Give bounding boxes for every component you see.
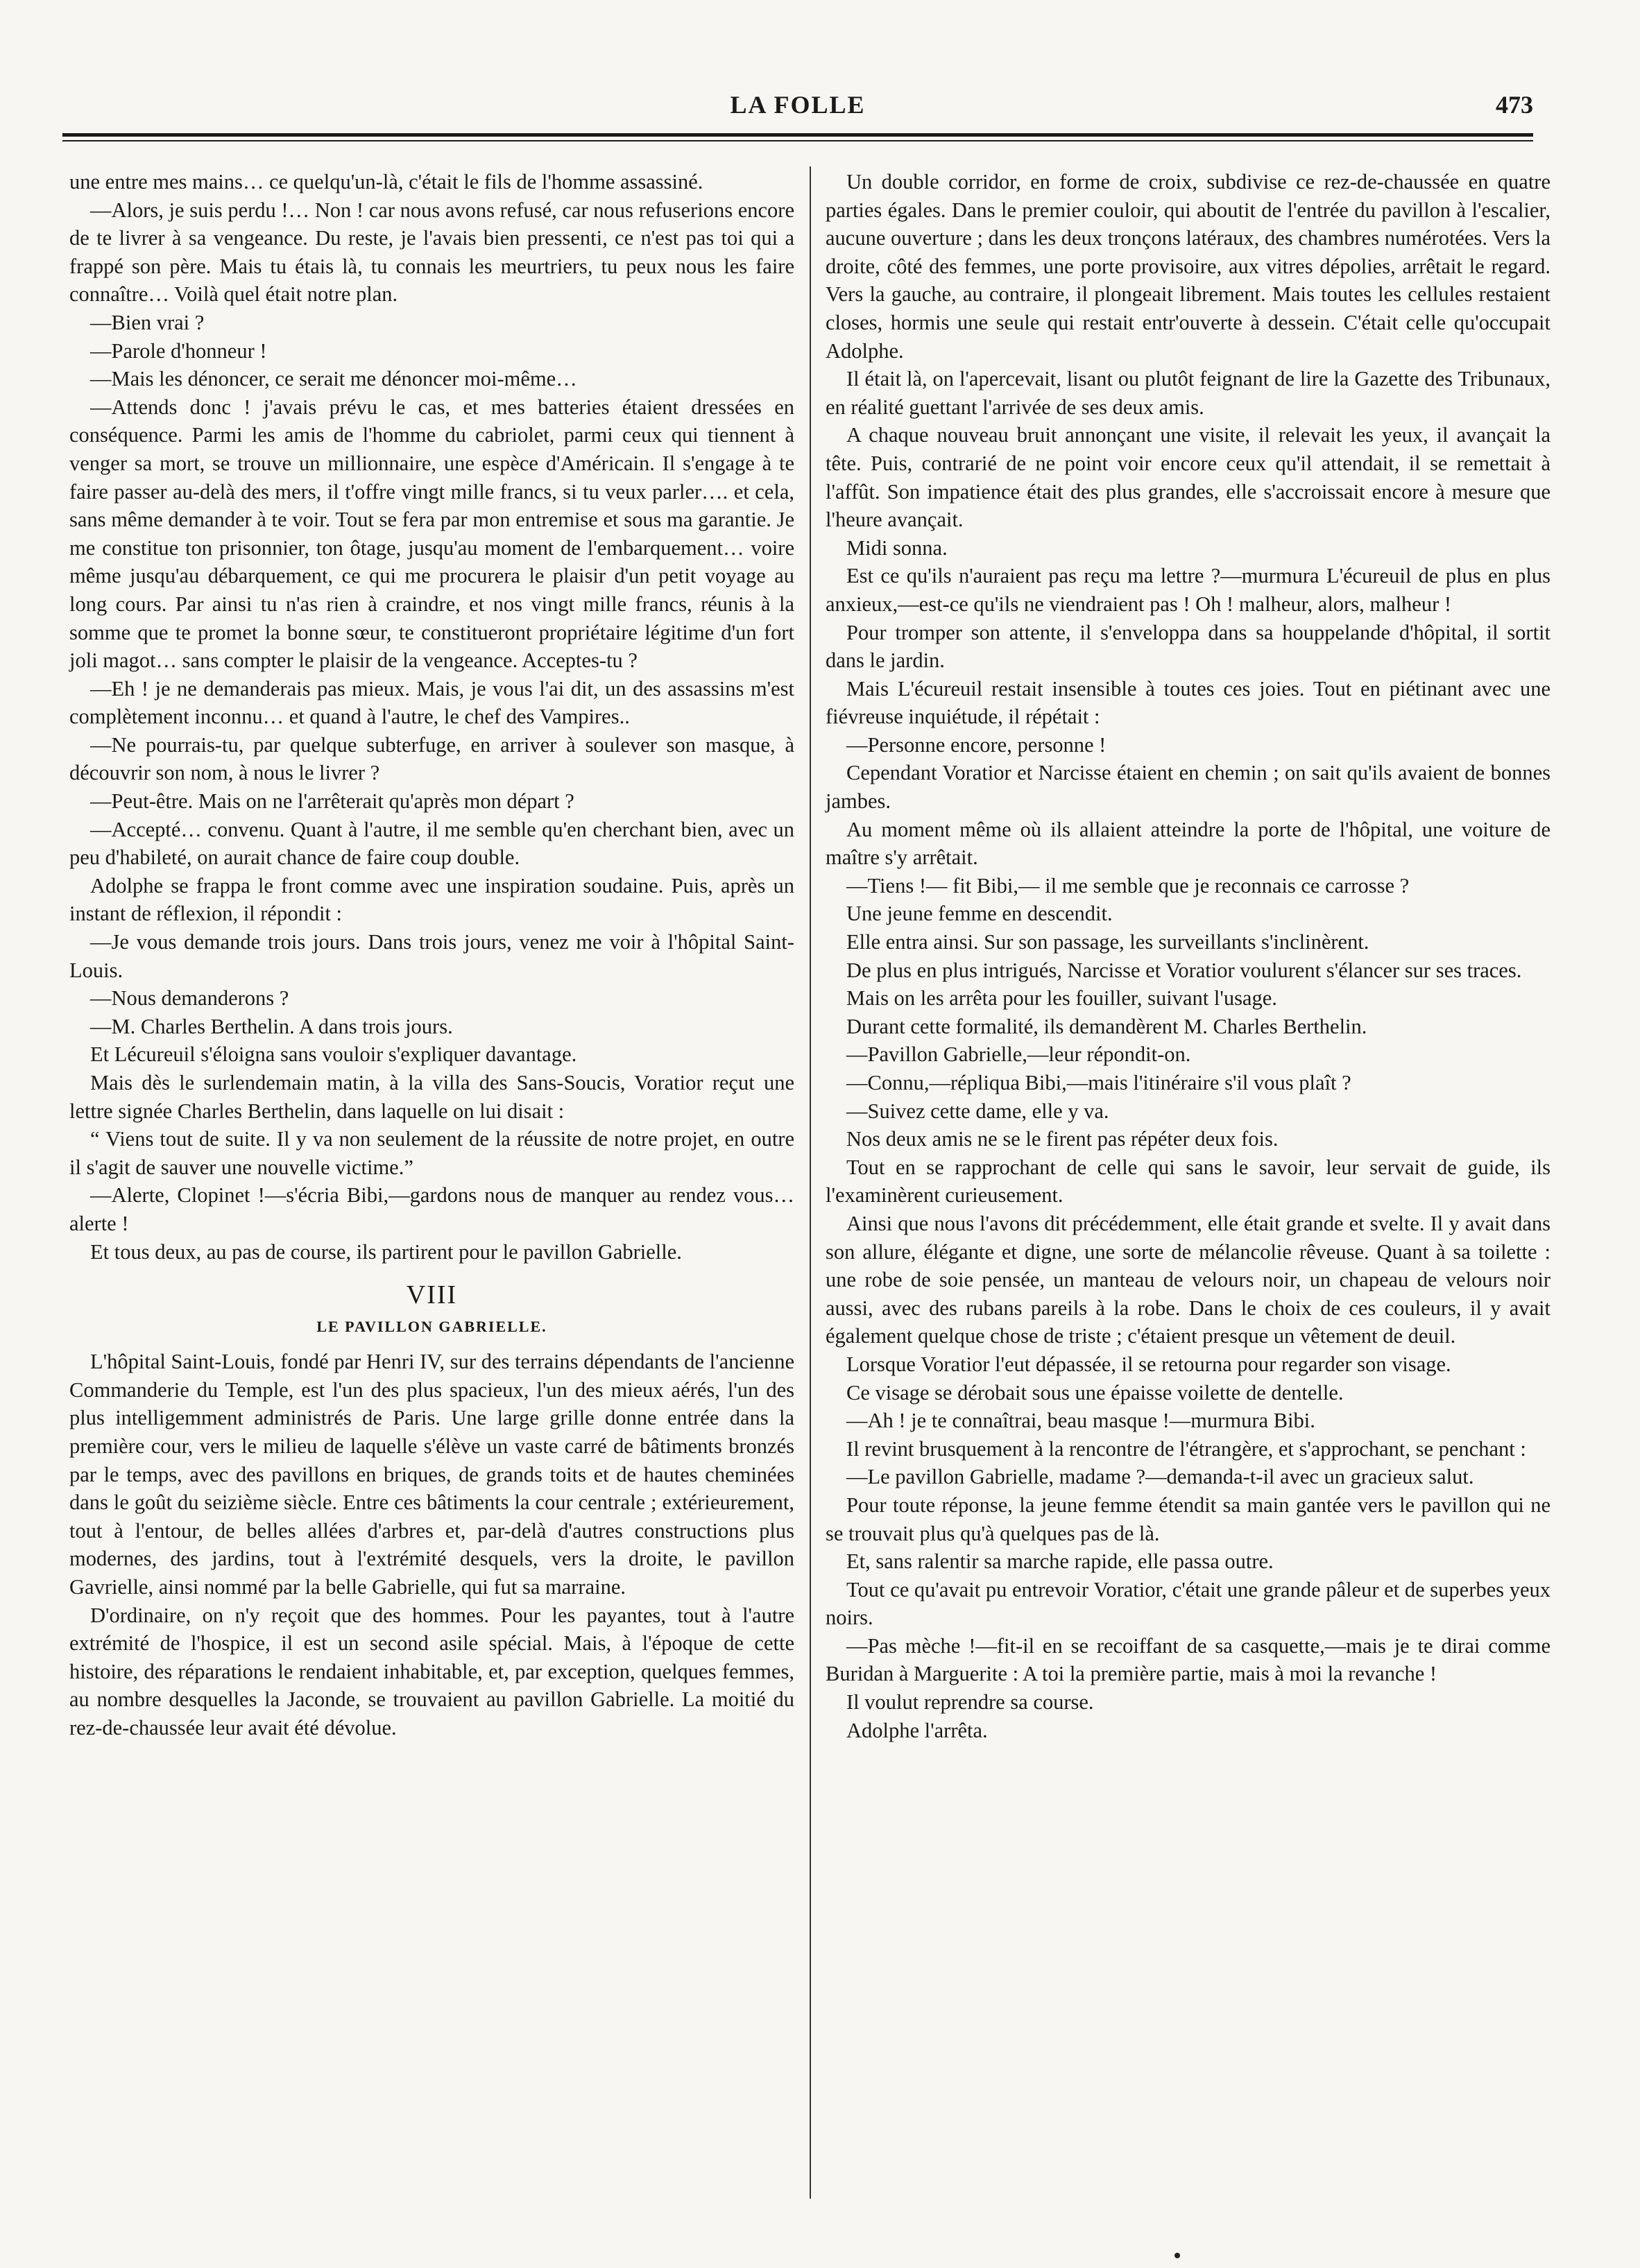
paragraph: —Parole d'honneur ! [90, 338, 267, 363]
paragraph: Il était là, on l'apercevait, lisant ou plutôt feignant de lire la Gazette des Tribunaux, en réalité guettant l'arrivée de ses deux amis. [826, 367, 1551, 419]
paragraph: —Pavillon Gabrielle,—leur répondit-on. [846, 1042, 1191, 1067]
paragraph: —Alerte, Clopinet !—s'écria Bibi,—gardons nous de manquer au rendez vous… alerte ! [69, 1183, 794, 1235]
paragraph: —Tiens !— fit Bibi,— il me semble que je reconnais ce carrosse ? [846, 873, 1410, 897]
paragraph: —Le pavillon Gabrielle, madame ?—demanda-t-il avec un gracieux salut. [846, 1465, 1474, 1489]
paragraph: Mais dès le surlendemain matin, à la villa des Sans-Soucis, Voratior reçut une lettre signée Charles Berthelin, dans laquelle on lui disait : [69, 1071, 794, 1123]
paragraph: Pour tromper son attente, il s'enveloppa dans sa houppelande d'hôpital, il sortit dans le jardin. [826, 620, 1551, 673]
paragraph: —Ah ! je te connaîtrai, beau masque !—murmura Bibi. [846, 1409, 1315, 1433]
paragraph: Pour toute réponse, la jeune femme étendit sa main gantée vers le pavillon qui ne se trouvait plus qu'à quelques pas de là. [826, 1493, 1551, 1545]
paragraph: Nos deux amis ne se le firent pas répéter deux fois. [846, 1127, 1279, 1151]
paragraph: Et Lécureuil s'éloigna sans vouloir s'expliquer davantage. [90, 1042, 577, 1067]
paragraph: Ainsi que nous l'avons dit précédemment, elle était grande et svelte. Il y avait dans son allure, élégante et digne, une sorte de mélancolie rêveuse. Quant à sa toilette : une robe de soie pensée, un manteau de velours noir, un chapeau de velours noir aussi, avec des rubans pareils à la robe. Dans le choix de ces couleurs, il y avait également quelque chose de triste ; c'étaient presque un vêtement de deuil. [826, 1211, 1551, 1348]
chapter-title: LE PAVILLON GABRIELLE. [316, 1318, 547, 1336]
paragraph: Il revint brusquement à la rencontre de l'étrangère, et s'approchant, se penchant : [846, 1436, 1526, 1461]
paragraph: Une jeune femme en descendit. [846, 902, 1113, 926]
page-header [62, 90, 1533, 132]
paragraph: —Personne encore, personne ! [846, 732, 1107, 757]
paragraph: —Pas mèche !—fit-il en se recoiffant de sa casquette,—mais je te dirai comme Buridan à Marguerite : A toi la première partie, mais à moi la revanche ! [826, 1633, 1551, 1686]
paragraph: Cependant Voratior et Narcisse étaient en chemin ; on sait qu'ils avaient de bonnes jambes. [826, 761, 1551, 814]
paragraph: Midi sonna. [846, 535, 948, 560]
right-column [826, 168, 1551, 1744]
paragraph: De plus en plus intrigués, Narcisse et Voratior voulurent s'élancer sur ses traces. [846, 958, 1522, 982]
paragraph: Elle entra ainsi. Sur son passage, les surveillants s'inclinèrent. [846, 930, 1369, 954]
chapter-number: VIII [406, 1280, 458, 1310]
paragraph: —Ne pourrais-tu, par quelque subterfuge, en arriver à soulever son masque, à découvrir son nom, à nous le livrer ? [69, 732, 794, 785]
stray-dot-mark [1175, 2253, 1180, 2258]
paragraph: Un double corridor, en forme de croix, subdivise ce rez-de-chaussée en quatre parties égales. Dans le premier couloir, qui aboutit de l'entrée du pavillon à l'escalier, aucune ouverture ; dans les deux tronçons latéraux, des chambres numérotées. Vers la droite, côté des femmes, une porte provisoire, aux vitres dépolies, arrêtait le regard. Vers la gauche, au contraire, il plongeait librement. Mais toutes les cellules restaient closes, hormis une seule qui restait entr'ouverte à dessein. C'était celle qu'occupait Adolphe. [826, 170, 1551, 363]
paragraph: Tout en se rapprochant de celle qui sans le savoir, leur servait de guide, ils l'examinèrent curieusement. [826, 1155, 1551, 1208]
paragraph: Adolphe se frappa le front comme avec une inspiration soudaine. Puis, après un instant de réflexion, il répondit : [69, 873, 794, 926]
paragraph: Mais L'écureuil restait insensible à toutes ces joies. Tout en piétinant avec une fiévreuse inquiétude, il répétait : [826, 676, 1551, 729]
page-number: 473 [1496, 91, 1533, 119]
paragraph: —Nous demanderons ? [90, 986, 289, 1011]
paragraph: Au moment même où ils allaient atteindre la porte de l'hôpital, une voiture de maître s'y arrêtait. [826, 817, 1551, 870]
paragraph: —Eh ! je ne demanderais pas mieux. Mais, je vous l'ai dit, un des assassins m'est complètement inconnu… et quand à l'autre, le chef des Vampires.. [69, 676, 794, 729]
left-column [69, 168, 794, 1742]
paragraph: Est ce qu'ils n'auraient pas reçu ma lettre ?—murmura L'écureuil de plus en plus anxieux,—est-ce qu'ils ne viendraient pas ! Oh ! malheur, alors, malheur ! [826, 564, 1551, 616]
paragraph: Et, sans ralentir sa marche rapide, elle passa outre. [846, 1549, 1274, 1574]
paragraph: D'ordinaire, on n'y reçoit que des hommes. Pour les payantes, tout à l'autre extrémité de l'hospice, il est un second asile spécial. Mais, à l'époque de cette histoire, des réparations le rendaient inhabitable, et, par exception, quelques femmes, au nombre desquelles la Jaconde, se trouvaient au pavillon Gabrielle. La moitié du rez-de-chaussée leur avait été dévolue. [69, 1603, 794, 1739]
paragraph: Mais on les arrêta pour les fouiller, suivant l'usage. [846, 986, 1277, 1011]
paragraph: A chaque nouveau bruit annonçant une visite, il relevait les yeux, il avançait la tête. Puis, contrarié de ne point voir encore ceux qu'il attendait, il se remettait à l'affût. Son impatience était des plus grandes, elle s'accroissait encore à mesure que l'heure avançait. [826, 423, 1551, 532]
paragraph: —M. Charles Berthelin. A dans trois jours. [90, 1014, 453, 1038]
paragraph: Il voulut reprendre sa course. [846, 1690, 1094, 1715]
running-title: LA FOLLE [730, 91, 866, 119]
header-rule-thick [62, 133, 1533, 137]
paragraph: Lorsque Voratior l'eut dépassée, il se retourna pour regarder son visage. [846, 1352, 1451, 1376]
paragraph: une entre mes mains… ce quelqu'un-là, c'était le fils de l'homme assassiné. [69, 170, 703, 194]
header-rule-thin [62, 140, 1533, 141]
paragraph: —Accepté… convenu. Quant à l'autre, il me semble qu'en cherchant bien, avec un peu d'habileté, on aurait chance de faire coup double. [69, 817, 794, 870]
paragraph: Adolphe l'arrêta. [846, 1718, 988, 1742]
paragraph: Tout ce qu'avait pu entrevoir Voratior, c'était une grande pâleur et de superbes yeux noirs. [826, 1577, 1551, 1630]
paragraph: L'hôpital Saint-Louis, fondé par Henri IV, sur des terrains dépendants de l'ancienne Commanderie du Temple, est l'un des plus spacieux, l'un des mieux aérés, l'un des plus intelligemment administrés de Paris. Une large grille donne entrée dans la première cour, vers le milieu de laquelle s'élève un vaste carré de bâtiments bronzés par le temps, avec des pavillons en briques, de grands toits et de hautes cheminées dans le goût du seizième siècle. Entre ces bâtiments la cour centrale ; extérieurement, tout à l'entour, de belles allées d'arbres et, par-delà d'autres constructions plus modernes, des jardins, tout à l'extrémité desquels, vers la droite, le pavillon Gavrielle, ainsi nommé par la belle Gabrielle, qui fut sa marraine. [69, 1350, 794, 1599]
paragraph: —Suivez cette dame, elle y va. [846, 1099, 1109, 1123]
left-column-text-after [69, 1348, 794, 1742]
paragraph: —Je vous demande trois jours. Dans trois jours, venez me voir à l'hôpital Saint-Louis. [69, 930, 794, 982]
paragraph: Durant cette formalité, ils demandèrent M. Charles Berthelin. [846, 1014, 1367, 1038]
paragraph: —Bien vrai ? [90, 310, 205, 334]
paragraph: —Alors, je suis perdu !… Non ! car nous avons refusé, car nous refuserions encore de te livrer à sa vengeance. Du reste, je l'avais bien pressenti, ce n'est pas toi qui a frappé son père. Mais tu étais là, tu connais les meurtriers, tu peux nous les faire connaître… Voilà quel était notre plan. [69, 198, 794, 307]
paragraph: —Attends donc ! j'avais prévu le cas, et mes batteries étaient dressées en conséquence. Parmi les amis de l'homme du cabriolet, parmi ceux qui tiennent à venger sa mort, se trouve un millionnaire, une espèce d'Américain. Il s'engage à te faire passer au-delà des mers, il t'offre vingt mille francs, si tu veux parler…. et cela, sans même demander à te voir. Tout se fera par mon entremise et sous ma garantie. Je me constitue ton prisonnier, ton ôtage, jusqu'au moment de l'embarquement… voire même jusqu'au débarquement, ce qui me procurera le plaisir d'un petit voyage au long cours. Par ainsi tu n'as rien à craindre, et nos vingt mille francs, réunis à la somme que te promet la bonne sœur, te constitueront propriétaire légitime d'un fort joli magot… sans compter le plaisir de la vengeance. Acceptes-tu ? [69, 395, 794, 673]
paragraph: —Connu,—répliqua Bibi,—mais l'itinéraire s'il vous plaît ? [846, 1071, 1351, 1094]
paragraph: “ Viens tout de suite. Il y va non seulement de la réussite de notre projet, en outre il s'agit de sauver une nouvelle victime.” [69, 1127, 794, 1179]
right-column-text [826, 168, 1551, 1744]
paragraph: Ce visage se dérobait sous une épaisse voilette de dentelle. [846, 1380, 1344, 1404]
paragraph: —Mais les dénoncer, ce serait me dénoncer moi-même… [90, 367, 577, 391]
left-column-text-before [69, 168, 794, 1266]
paragraph: —Peut-être. Mais on ne l'arrêterait qu'après mon départ ? [90, 789, 574, 814]
column-divider [810, 166, 811, 2199]
paragraph: Et tous deux, au pas de course, ils partirent pour le pavillon Gabrielle. [90, 1239, 682, 1264]
